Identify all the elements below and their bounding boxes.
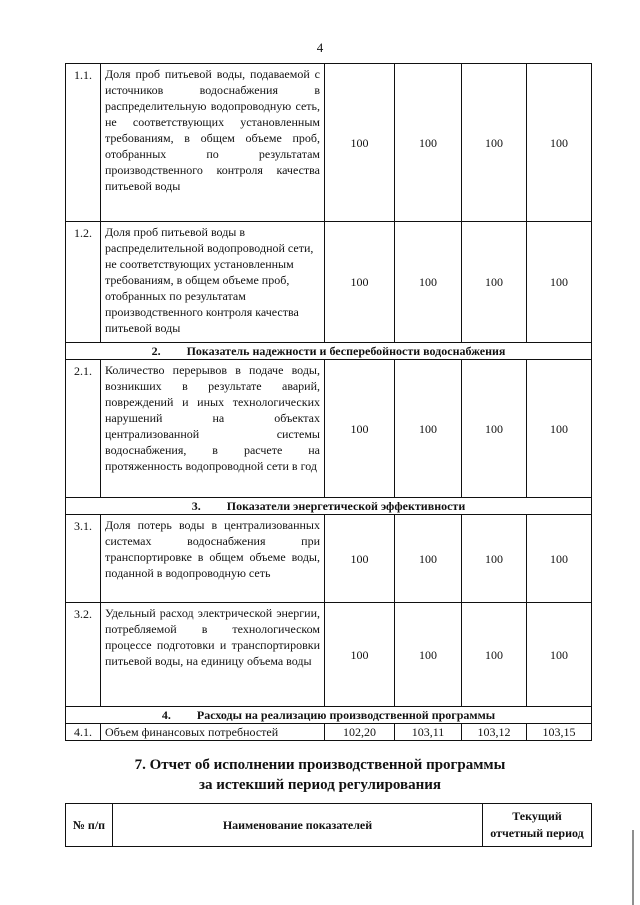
value-cell: 100 xyxy=(325,64,395,222)
indicator-name: Объем финансовых потребностей xyxy=(101,724,325,741)
section-title xyxy=(66,498,592,515)
section-label: Расходы на реализацию производственной программы xyxy=(196,708,496,722)
row-number: 2.1. xyxy=(66,360,101,498)
column-name-header: Наименование показателей xyxy=(113,804,483,847)
section-label: Показатели энергетической эффективности xyxy=(226,499,466,513)
row-number: 1.2. xyxy=(66,222,101,343)
indicator-name: Доля проб питьевой воды в распределительной водопроводной сети, не соответствующих установленным требованиям, в общем объеме проб, отобранных по результатам производственного контроля качества питьевой воды xyxy=(101,222,325,343)
report-heading-line2: за истекший период регулирования xyxy=(198,777,442,793)
table-row xyxy=(66,360,592,498)
value-cell: 100 xyxy=(527,603,592,707)
value-cell: 100 xyxy=(527,222,592,343)
value-cell: 100 xyxy=(462,360,527,498)
value-cell: 102,20 xyxy=(325,724,395,741)
table-row xyxy=(66,64,592,222)
section-title xyxy=(66,343,592,360)
section-row xyxy=(66,498,592,515)
value-cell: 100 xyxy=(325,222,395,343)
table-row xyxy=(66,222,592,343)
value-cell: 100 xyxy=(462,64,527,222)
value-cell: 100 xyxy=(527,515,592,603)
section-number: 3. xyxy=(191,499,201,513)
report-heading-line1: 7. Отчет об исполнении производственной программы xyxy=(134,757,506,773)
value-cell: 100 xyxy=(527,360,592,498)
report-table xyxy=(65,803,592,847)
value-cell: 103,11 xyxy=(395,724,462,741)
section-title xyxy=(66,707,592,724)
report-header-row xyxy=(66,804,592,847)
value-cell: 100 xyxy=(462,222,527,343)
section-number: 2. xyxy=(151,344,161,358)
value-cell: 100 xyxy=(395,222,462,343)
indicator-name: Удельный расход электрической энергии, потребляемой в технологическом процессе подготовки и транспортировки питьевой воды, на единицу объема воды xyxy=(101,603,325,707)
table-row xyxy=(66,515,592,603)
indicator-name: Количество перерывов в подаче воды, возникших в результате аварий, повреждений и иных технологических нарушений на объектах централизованной системы водоснабжения, в расчете на протяженность водопроводной сети в год xyxy=(101,360,325,498)
column-current-period-header: Текущий отчетный период xyxy=(483,804,592,847)
value-cell: 103,12 xyxy=(462,724,527,741)
row-number: 3.2. xyxy=(66,603,101,707)
value-cell: 100 xyxy=(395,515,462,603)
value-cell: 100 xyxy=(527,64,592,222)
value-cell: 100 xyxy=(462,515,527,603)
section-number: 4. xyxy=(161,708,171,722)
value-cell: 100 xyxy=(395,360,462,498)
value-cell: 100 xyxy=(325,515,395,603)
indicator-name: Доля потерь воды в централизованных системах водоснабжения при транспортировке в общем объеме воды, поданной в водопроводную сеть xyxy=(101,515,325,603)
row-number: 1.1. xyxy=(66,64,101,222)
scan-artifact xyxy=(632,830,634,905)
value-cell: 100 xyxy=(325,603,395,707)
section-label: Показатель надежности и бесперебойности водоснабжения xyxy=(186,344,506,358)
section-row xyxy=(66,343,592,360)
table-row xyxy=(66,603,592,707)
value-cell: 100 xyxy=(462,603,527,707)
section-row xyxy=(66,707,592,724)
column-number-header: № п/п xyxy=(66,804,113,847)
page-number: 4 xyxy=(316,40,324,55)
value-cell: 100 xyxy=(395,603,462,707)
row-number: 4.1. xyxy=(66,724,101,741)
value-cell: 100 xyxy=(325,360,395,498)
indicators-table xyxy=(65,63,592,741)
indicator-name: Доля проб питьевой воды, подаваемой с источников водоснабжения в распределительную водопроводную сеть, не соответствующих установленным требованиям, в общем объеме проб, отобранных по результатам производственного контроля качества питьевой воды xyxy=(101,64,325,222)
value-cell: 100 xyxy=(395,64,462,222)
table-row xyxy=(66,724,592,741)
value-cell: 103,15 xyxy=(527,724,592,741)
row-number: 3.1. xyxy=(66,515,101,603)
